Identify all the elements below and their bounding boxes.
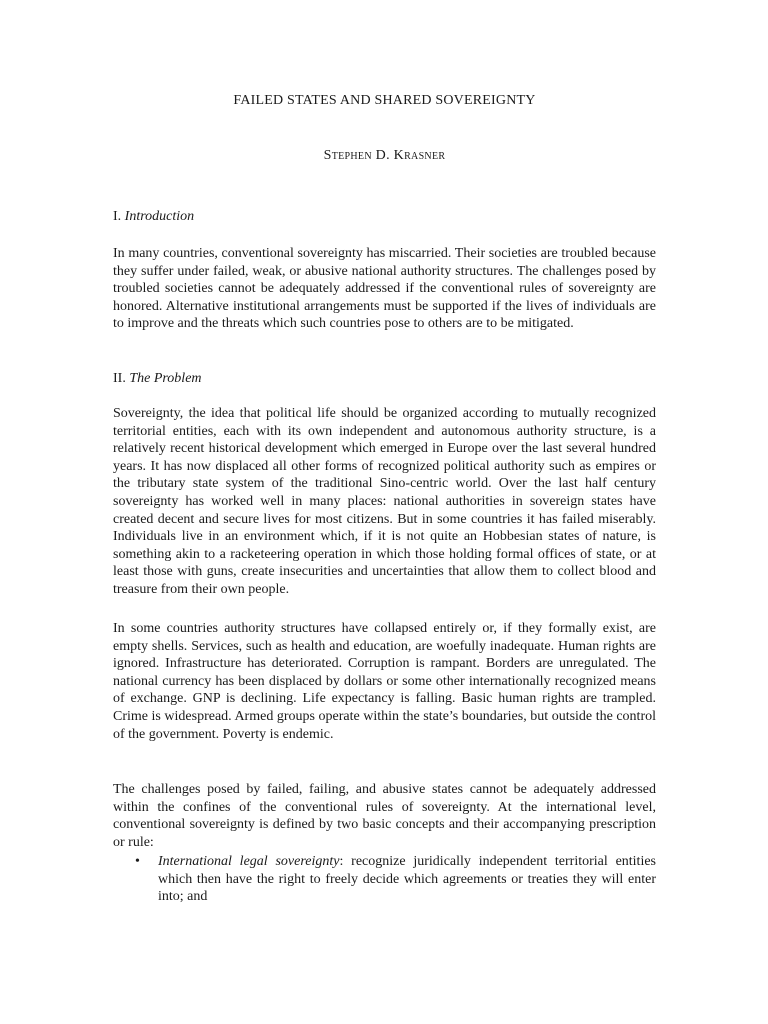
section-heading-introduction <box>113 209 194 225</box>
document-title: FAILED STATES AND SHARED SOVEREIGNTY <box>233 93 536 108</box>
bullet-text: : recognize juridically independent territorial entities which then have the right to freely decide which agreements or treaties they will enter into; and <box>158 854 656 905</box>
paragraph-problem-1: Sovereignty, the idea that political life should be organized according to mutually recognized territorial entities, each with its own independent and autonomous authority structure, is a relatively recent historical development which emerged in Europe over the last several hundred years. It has now displaced all other forms of recognized political authority such as empires or the tributary state system of the traditional Sino-centric world. Over the last half century sovereignty has worked well in many places: national authorities in sovereign states have created decent and secure lives for most citizens. But in some countries it has failed miserably. Individuals live in an environment which, if it is not quite an Hobbesian states of nature, is something akin to a racketeering operation in which those holding formal offices of state, or at least those with guns, create insecurities and uncertainties that allow them to collect blood and treasure from their own people. <box>113 406 656 597</box>
section-heading-problem <box>113 371 202 387</box>
paragraph-introduction: In many countries, conventional sovereignty has miscarried. Their societies are troubled because they suffer under failed, weak, or abusive national authority structures. The challenges posed by troubled societies cannot be adequately addressed if the conventional rules of sovereignty are honored. Alternative institutional arrangements must be supported if the lives of individuals are to improve and the threats which such countries pose to others are to be mitigated. <box>113 246 656 332</box>
section-number: II. <box>113 371 130 386</box>
bullet-marker: • <box>135 854 140 869</box>
list-item <box>113 853 656 906</box>
bullet-term: International legal sovereignty <box>158 854 340 869</box>
paragraph-problem-2: In some countries authority structures have collapsed entirely or, if they formally exist, are empty shells. Services, such as health and education, are woefully inadequate. Human rights are ignored. Infrastructure has deteriorated. Corruption is rampant. Borders are unregulated. The national currency has been displaced by dollars or some other internationally recognized means of exchange. GNP is declining. Life expectancy is falling. Basic human rights are trampled. Crime is widespread. Armed groups operate within the state’s boundaries, but outside the control of the government. Poverty is endemic. <box>113 621 656 742</box>
bullet-list <box>113 853 656 906</box>
section-label: The Problem <box>129 371 202 386</box>
paragraph-problem-3: The challenges posed by failed, failing, and abusive states cannot be adequately addressed within the confines of the conventional rules of sovereignty. At the international level, conventional sovereignty is defined by two basic concepts and their accompanying prescription or rule: <box>113 782 656 850</box>
section-label: Introduction <box>124 209 195 224</box>
section-number: I. <box>113 209 125 224</box>
document-author: Stephen D. Krasner <box>323 148 446 163</box>
